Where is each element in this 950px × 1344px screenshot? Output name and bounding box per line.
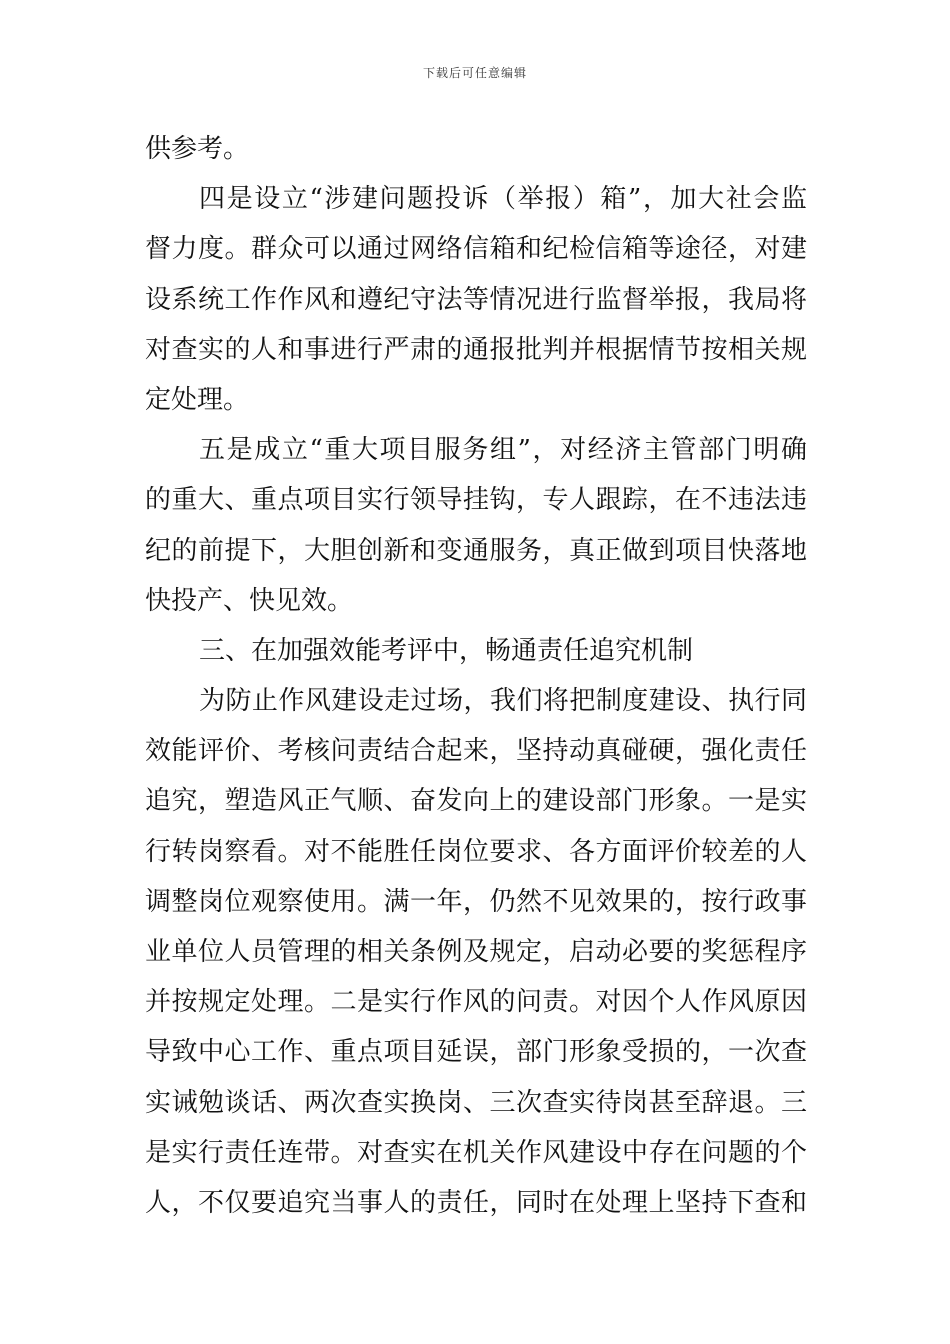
text-line: 导致中心工作、重点项目延误，部门形象受损的，一次查: [145, 1037, 807, 1068]
page-header: 下载后可任意编辑: [422, 66, 527, 80]
text-line: 为防止作风建设走过场，我们将把制度建设、执行同: [199, 686, 807, 717]
text-line: 供参考。: [145, 134, 250, 164]
text-line: 实诫勉谈话、两次查实换岗、三次查实待岗甚至辞退。三: [145, 1087, 807, 1118]
text-line: 调整岗位观察使用。满一年，仍然不见效果的，按行政事: [145, 886, 807, 917]
text-line: 并按规定处理。二是实行作风的问责。对因个人作风原因: [145, 987, 807, 1018]
text-line: 的重大、重点项目实行领导挂钩，专人跟踪，在不违法违: [145, 485, 807, 516]
section-heading: 三、在加强效能考评中，畅通责任追究机制: [199, 635, 694, 666]
text-line: 设系统工作作风和遵纪守法等情况进行监督举报，我局将: [145, 284, 807, 315]
text-line: 督力度。群众可以通过网络信箱和纪检信箱等途径，对建: [145, 234, 807, 265]
text-line: 对查实的人和事进行严肃的通报批判并根据情节按相关规: [145, 334, 807, 365]
text-line: 四是设立“涉建问题投诉（举报）箱”，加大社会监: [199, 184, 807, 215]
text-line: 定处理。: [145, 384, 250, 415]
text-line: 追究，塑造风正气顺、奋发向上的建设部门形象。一是实: [145, 786, 807, 817]
text-line: 快投产、快见效。: [145, 585, 354, 616]
document-body: [145, 124, 807, 1228]
text-line: 行转岗察看。对不能胜任岗位要求、各方面评价较差的人: [145, 836, 807, 867]
text-line: 人，不仅要追究当事人的责任，同时在处理上坚持下查和: [145, 1187, 807, 1218]
text-line: 五是成立“重大项目服务组”，对经济主管部门明确: [199, 435, 807, 466]
text-line: 效能评价、考核问责结合起来，坚持动真碰硬，强化责任: [145, 736, 807, 767]
text-line: 纪的前提下，大胆创新和变通服务，真正做到项目快落地: [145, 535, 807, 566]
text-line: 是实行责任连带。对查实在机关作风建设中存在问题的个: [145, 1137, 807, 1168]
text-line: 业单位人员管理的相关条例及规定，启动必要的奖惩程序: [145, 937, 807, 967]
